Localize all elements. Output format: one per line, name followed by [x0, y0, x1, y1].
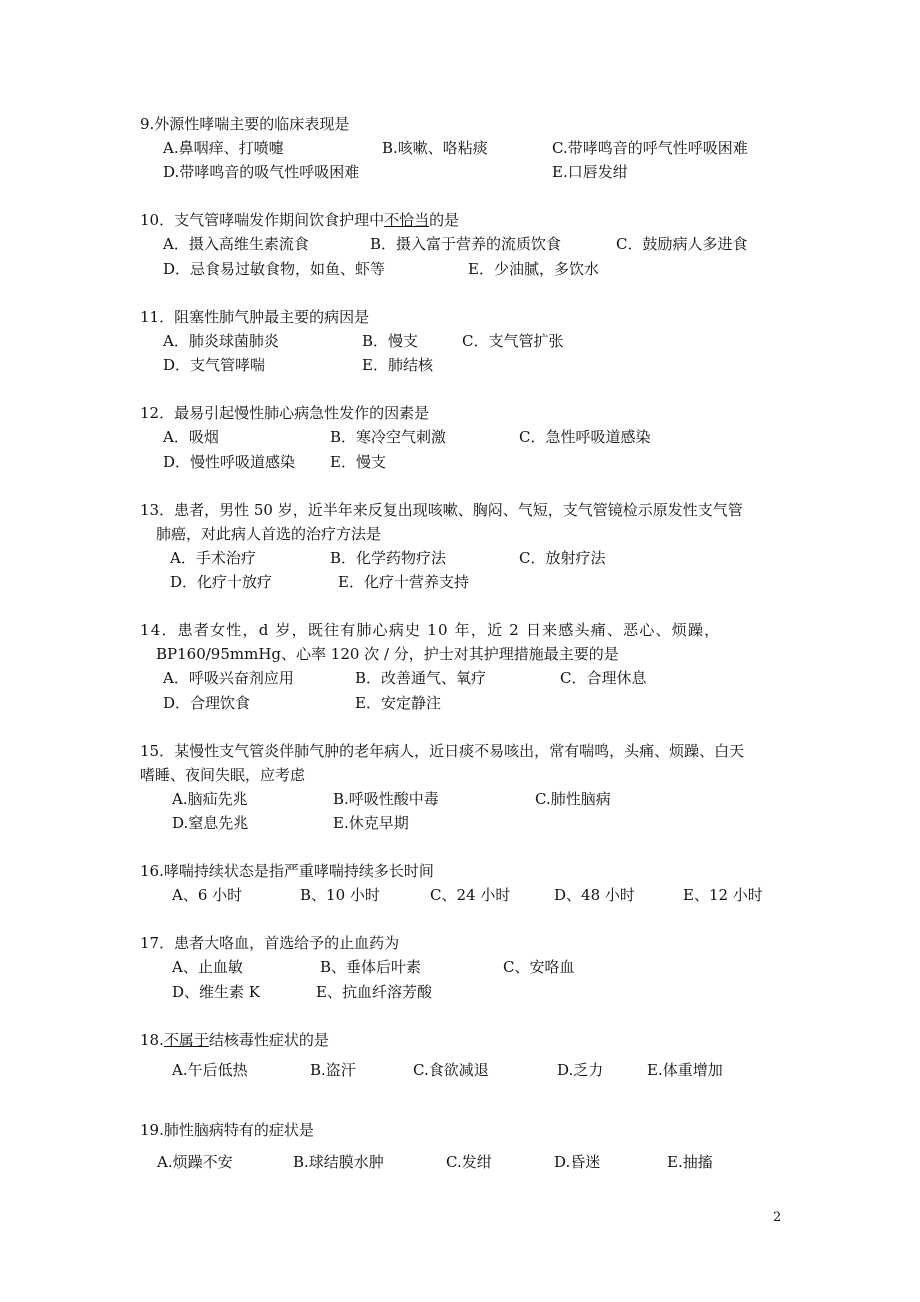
option-e: E.抽搐: [667, 1153, 713, 1171]
stem-text: 10．支气管哮喘发作期间饮食护理中: [140, 211, 385, 229]
option-d: D、48 小时: [554, 886, 635, 904]
option-e: E．安定静注: [355, 694, 441, 712]
question-stem: 16.哮喘持续状态是指严重哮喘持续多长时间: [140, 862, 434, 880]
option-e: E．慢支: [330, 453, 386, 471]
option-d: D.带哮鸣音的吸气性呼吸困难: [163, 163, 360, 181]
option-d: D．忌食易过敏食物，如鱼、虾等: [163, 260, 386, 278]
option-c: C．鼓励病人多进食: [616, 235, 748, 253]
option-e: E、12 小时: [683, 886, 763, 904]
stem-text: 的是: [429, 211, 460, 229]
option-a: A．呼吸兴奋剂应用: [163, 669, 294, 687]
stem-text: 结核毒性症状的是: [208, 1031, 329, 1049]
option-b: B、垂体后叶素: [320, 958, 422, 976]
option-d: D．慢性呼吸道感染: [163, 453, 296, 471]
option-d: D.昏迷: [554, 1153, 601, 1171]
option-b: B、10 小时: [300, 886, 380, 904]
option-d: D．支气管哮喘: [163, 356, 266, 374]
stem-text: 18.: [140, 1031, 164, 1049]
option-d: D．化疗十放疗: [170, 573, 273, 591]
option-b: B．寒冷空气刺激: [330, 428, 447, 446]
stem-emphasis: 不属于: [163, 1031, 209, 1049]
option-a: A．摄入高维生素流食: [163, 235, 309, 253]
option-a: A．吸烟: [163, 428, 219, 446]
question-stem: [140, 208, 459, 232]
question-stem: 19.肺性脑病特有的症状是: [140, 1121, 314, 1139]
option-d: D.窒息先兆: [172, 814, 249, 832]
option-b: B．化学药物疗法: [330, 549, 447, 567]
option-b: B.盗汗: [310, 1061, 356, 1079]
question-stem-line-1: 13．患者，男性 50 岁，近半年来反复出现咳嗽、胸闷、气短，支气管镜检示原发性支气管: [140, 501, 743, 519]
option-a: A.烦躁不安: [157, 1153, 233, 1171]
option-e: E、抗血纤溶芳酸: [316, 983, 432, 1001]
option-d: D．合理饮食: [163, 694, 251, 712]
option-c: C、安咯血: [503, 958, 575, 976]
page-number: 2: [773, 1210, 782, 1225]
option-c: C.带哮鸣音的呼气性呼吸困难: [552, 139, 748, 157]
option-b: B.咳嗽、咯粘痰: [382, 139, 488, 157]
option-e: E.体重增加: [647, 1061, 723, 1079]
option-a: A．手术治疗: [170, 549, 256, 567]
option-b: B．慢支: [362, 332, 419, 350]
option-c: C．支气管扩张: [462, 332, 564, 350]
option-c: C.食欲减退: [413, 1061, 489, 1079]
question-stem: 11．阻塞性肺气肿最主要的病因是: [140, 308, 370, 326]
option-b: B.球结膜水肿: [293, 1153, 384, 1171]
question-stem: 12．最易引起慢性肺心病急性发作的因素是: [140, 404, 430, 422]
option-a: A．肺炎球菌肺炎: [163, 332, 279, 350]
option-e: E.口唇发绀: [552, 163, 628, 181]
option-a: A.脑疝先兆: [172, 790, 248, 808]
option-d: D、维生素 K: [172, 983, 261, 1001]
option-b: B.呼吸性酸中毒: [333, 790, 439, 808]
question-stem-line-1: 15．某慢性支气管炎伴肺气肿的老年病人，近日痰不易咳出，常有喘鸣，头痛、烦躁、白天: [140, 742, 745, 760]
option-c: C．急性呼吸道感染: [519, 428, 651, 446]
question-stem: [140, 1028, 329, 1052]
stem-emphasis: 不恰当: [384, 211, 430, 229]
option-d: D.乏力: [557, 1061, 604, 1079]
option-a: A.鼻咽痒、打喷嚏: [163, 139, 284, 157]
option-e: E.休克早期: [333, 814, 409, 832]
option-a: A、止血敏: [172, 958, 243, 976]
question-stem-line-2: BP160/95mmHg、心率 120 次 / 分，护士对其护理措施最主要的是: [156, 645, 619, 663]
option-a: A、6 小时: [172, 886, 243, 904]
question-stem: 17．患者大咯血，首选给予的止血药为: [140, 934, 400, 952]
option-c: C.肺性脑病: [535, 790, 611, 808]
question-stem: 9.外源性哮喘主要的临床表现是: [140, 115, 350, 133]
option-b: B．改善通气、氧疗: [355, 669, 487, 687]
option-a: A.午后低热: [172, 1061, 248, 1079]
option-c: C．放射疗法: [519, 549, 606, 567]
option-e: E．化疗十营养支持: [338, 573, 469, 591]
question-stem-line-2: 嗜睡、夜间失眠，应考虑: [140, 766, 306, 784]
question-stem-line-2: 肺癌，对此病人首选的治疗方法是: [156, 525, 382, 543]
option-b: B．摄入富于营养的流质饮食: [370, 235, 562, 253]
option-c: C．合理休息: [560, 669, 647, 687]
option-c: C.发绀: [446, 1153, 492, 1171]
option-e: E．少油腻，多饮水: [468, 260, 599, 278]
question-stem-line-1: 14．患者女性，d 岁，既往有肺心病史 10 年，近 2 日来感头痛、恶心、烦躁，: [140, 621, 721, 639]
option-c: C、24 小时: [430, 886, 511, 904]
option-e: E．肺结核: [362, 356, 433, 374]
